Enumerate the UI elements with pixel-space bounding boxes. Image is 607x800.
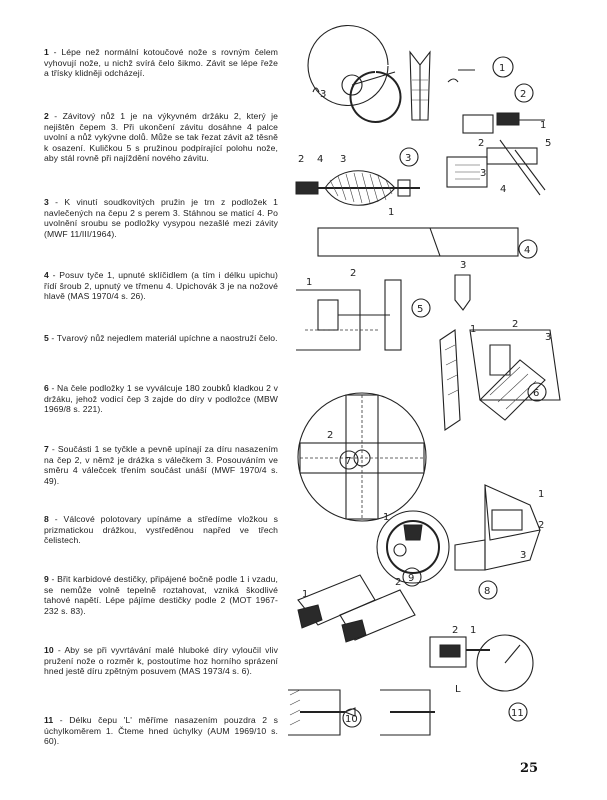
- part-label-1: 1: [306, 277, 313, 288]
- part-label-4: 4: [317, 154, 324, 165]
- figure-9-number-label: 9: [408, 573, 415, 584]
- figure-8: [455, 485, 544, 599]
- figure-4: [296, 228, 537, 350]
- figure-9: [377, 511, 449, 586]
- figure-6-number-label: 6: [533, 388, 540, 399]
- part-label-2: 2: [395, 577, 402, 588]
- part-label-1: 1: [470, 324, 477, 335]
- part-label-L: L: [455, 684, 461, 695]
- part-label-2: 2: [512, 319, 519, 330]
- part-label-2: 2: [478, 138, 485, 149]
- part-label-2: 2: [350, 268, 357, 279]
- part-label-1: 1: [302, 589, 309, 600]
- part-label-3: 3: [460, 260, 467, 271]
- figure-10-number-label: 10: [345, 714, 358, 725]
- figure-6: [440, 319, 560, 430]
- part-label-3: 3: [320, 89, 327, 100]
- part-label-3: 3: [520, 550, 527, 561]
- part-label-2: 2: [298, 154, 305, 165]
- list-item: 2 - Závitový nůž 1 je na výkyvném držáku 2, který je nejištěn čepem 3. Při ukončení závitu dosáhne 4 palce uvolní a nůž vykývne dolů. Může se tak řezat závit až těsně k osazení. Kuličkou 5 s pružinou podpírající polohu nože, aby stál rovně při najíždění nového závitu.: [44, 111, 278, 164]
- figure-1: [308, 26, 513, 122]
- part-label-3: 3: [545, 332, 552, 343]
- figure-5-number-label: 5: [417, 304, 424, 315]
- figure-2-number-label: 2: [520, 89, 527, 100]
- list-item: 10 - Aby se při vyvrtávání malé hluboké díry vyloučil vliv pružení nože o rozměr k, postoutíme hoz horního sprázení hned jestě díru zpětným posuvem (MAS 1973/4 s. 6).: [44, 645, 278, 677]
- part-label-1: 1: [540, 120, 547, 131]
- figure-3: [296, 148, 420, 218]
- figure-8-number-label: 8: [484, 586, 491, 597]
- figure-10: [430, 625, 533, 721]
- list-item: 3 - K vinutí soudkovitých pružin je trn z podložek 1 navlečených na čepu 2 s perem 3. Stáhnou se maticí 4. Po uvolnění sroubu se podložky vysypou nezašlé mezi závity (MWF 11/III/1964).: [44, 197, 279, 239]
- list-item: 4 - Posuv tyče 1, upnuté sklíčidlem (a tím i délku upichu) řídí šroub 2, upnutý ve třmenu 4. Upichovák 3 je na nožové hlavě (MAS 1970/4 s. 26).: [44, 270, 278, 302]
- figure-4-number-label: 4: [524, 245, 531, 256]
- list-item: 11 - Délku čepu 'L' měříme nasazením pouzdra 2 s úchylkoměrem 1. Čteme hned úchylky (AUM 1969/10 s. 60).: [44, 715, 278, 747]
- part-label-5: 5: [545, 138, 552, 149]
- figure-11-number-label: 11: [511, 708, 524, 719]
- figure-3-number-label: 3: [405, 153, 412, 164]
- list-item: 9 - Břit karbidové destičky, připájené bočně podle 1 i vzadu, se nemůže volně tepelně roztahovat, vzniká škodlivé tahové napětí. Lépe pájíme destičky podle 2 (MOT 1967-232 s. 83).: [44, 574, 278, 616]
- part-label-1: 1: [383, 512, 390, 523]
- figure-1-number-label: 1: [499, 63, 506, 74]
- figure-9-tips: [298, 575, 415, 642]
- part-label-4: 4: [500, 184, 507, 195]
- part-label-2: 2: [327, 430, 334, 441]
- part-label-1: 1: [470, 625, 477, 636]
- figure-10-bars: [288, 690, 435, 735]
- figure-7: [298, 393, 426, 521]
- list-item: 1 - Lépe než normální kotoučové nože s rovným čelem vyhovují nože, u nichž svírá čelo šikmo. Závit se lépe řeže a třísky klidněji odcházejí.: [44, 47, 279, 79]
- list-item: 6 - Na čele podložky 1 se vyválcuje 180 zoubků kladkou 2 v držáku, jehož vodicí čep 3 zajde do díry v podložce (MBW 1969/8 s. 221).: [44, 383, 278, 415]
- figure-7-number-label: 7: [345, 456, 352, 467]
- figure-2: [447, 84, 551, 195]
- part-label-3: 3: [340, 154, 347, 165]
- part-label-1: 1: [388, 207, 395, 218]
- part-label-2: 2: [452, 625, 459, 636]
- list-item: 7 - Součásti 1 se tyčkle a pevně upínají za díru nasazením na čep 2, v němž je drážka s válečkem 3. Posouváním ve směru 4 válečcek třením součást unáší (MWF 1970/4 s. 49).: [44, 444, 278, 486]
- list-item: 5 - Tvarový nůž nejedlem materiál upíchne a naostruží čelo.: [44, 333, 278, 343]
- part-label-1: 1: [538, 489, 545, 500]
- list-item: 8 - Válcové polotovary upínáme a středíme vložkou s prizmatickou drážkou, vystředěnou napřed ve třech čelistech.: [44, 514, 279, 546]
- part-label-2: 2: [538, 520, 545, 531]
- page-number: 25: [520, 761, 539, 776]
- part-label-3: 3: [480, 168, 487, 179]
